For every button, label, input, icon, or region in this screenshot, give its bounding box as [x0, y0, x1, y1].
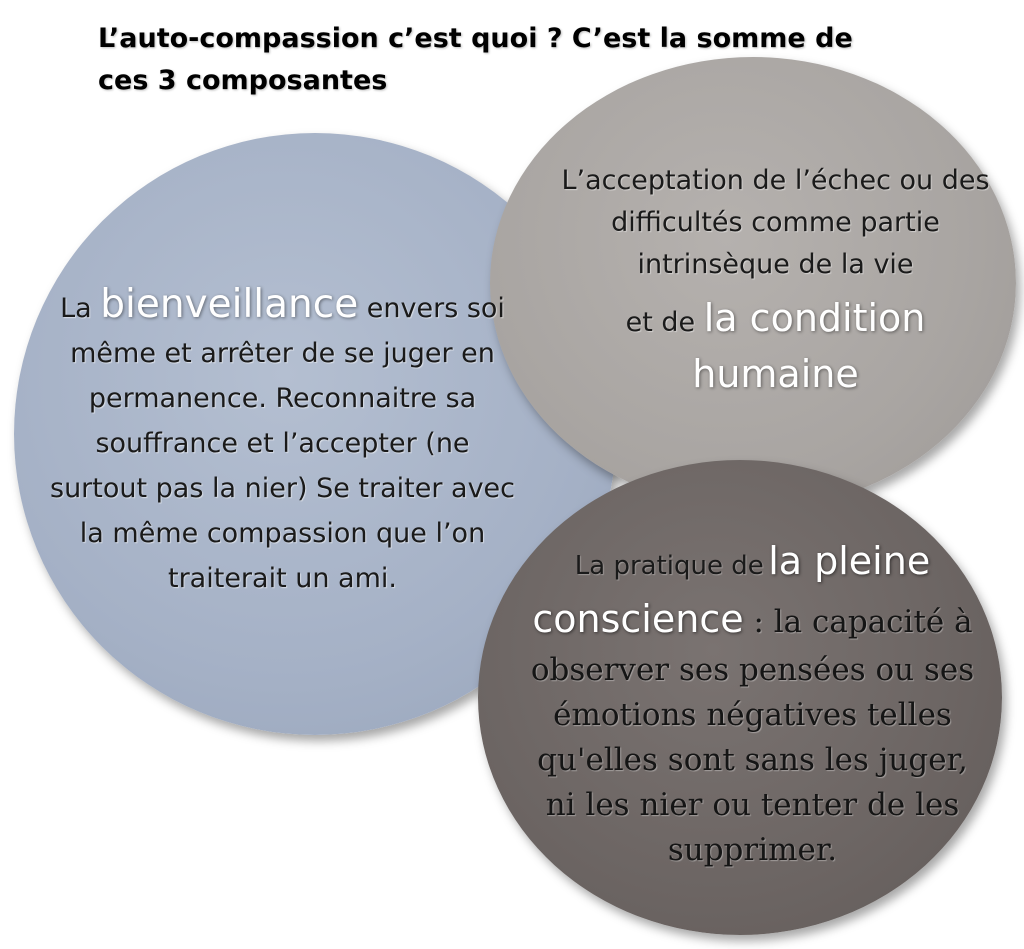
- bienveillance-text: [45, 282, 520, 601]
- pleine-conscience-description: : la capacité à observer ses pensées ou ses émotions négatives telles qu'elles sont sans les juger, ni les nier ou tenter de les supprimer.: [530, 604, 975, 868]
- bienveillance-highlight: bienveillance: [100, 282, 359, 327]
- humanite-commune-closing: [548, 290, 1003, 402]
- humanite-commune-text: [548, 160, 1003, 402]
- pleine-conscience-text: [520, 532, 985, 873]
- bienveillance-description: envers soi même et arrêter de se juger en permanence. Reconnaitre sa souffrance et l’accepter (ne surtout pas la nier) Se traiter avec la même compassion que l’on traiterait un ami.: [50, 293, 515, 594]
- humanite-commune-description: L’acceptation de l’échec ou des difficultés comme partie intrinsèque de la vie: [561, 165, 990, 280]
- title-line-2: ces 3 composantes: [98, 65, 388, 96]
- title-line-1: L’auto-compassion c’est quoi ? C’est la somme de: [98, 23, 853, 54]
- humanite-commune-prefix: et de: [625, 307, 696, 338]
- pleine-conscience-highlight: la pleine conscience: [532, 539, 931, 641]
- pleine-conscience-prefix: La pratique de: [574, 551, 764, 581]
- humanite-commune-highlight: la condition humaine: [692, 296, 926, 396]
- bienveillance-prefix: La: [60, 293, 92, 324]
